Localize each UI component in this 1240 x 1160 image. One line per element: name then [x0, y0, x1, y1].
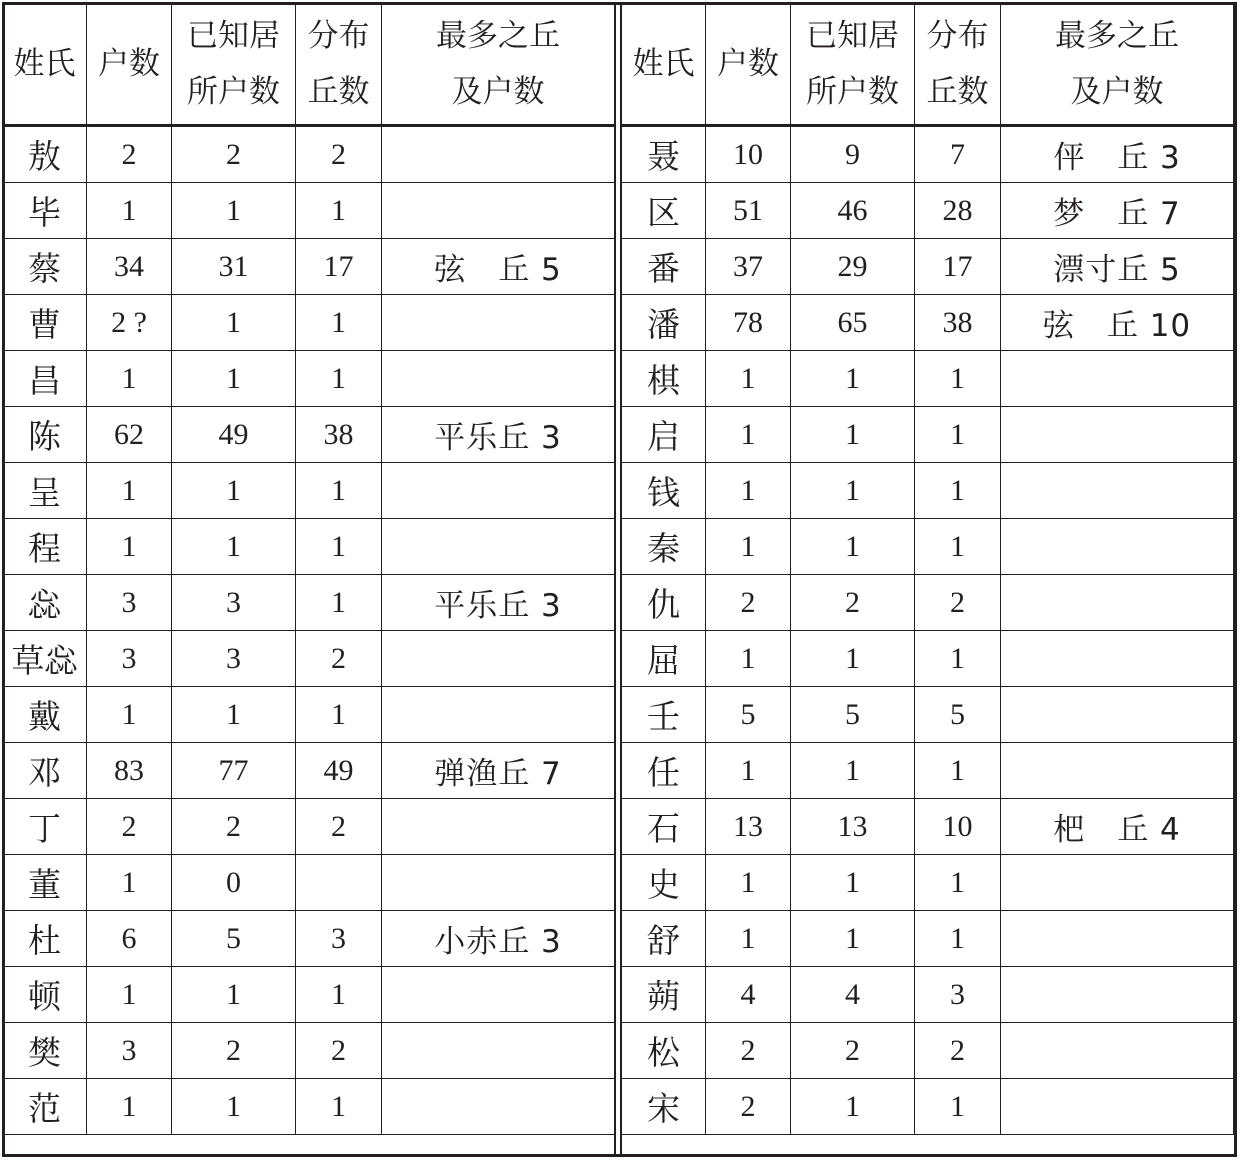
- table-row: [3, 295, 615, 351]
- surname-cell: 戴: [3, 687, 87, 743]
- hill-count-cell: 2: [296, 1023, 382, 1079]
- hill-count-cell: 1: [915, 855, 1001, 911]
- households-cell: 1: [87, 967, 172, 1023]
- top-hill-cell: 弦 丘 5: [382, 239, 615, 295]
- table-row: [622, 743, 1234, 799]
- top-hill-cell: [382, 351, 615, 407]
- households-cell: 5: [706, 687, 791, 743]
- top-hill-cell: [1001, 743, 1234, 799]
- known-households-cell: 1: [791, 519, 915, 575]
- top-hill-cell: 伻 丘 3: [1001, 126, 1234, 183]
- header-surname: 姓氏: [622, 3, 706, 126]
- top-hill-cell: 小赤丘 3: [382, 911, 615, 967]
- table-row: [3, 239, 615, 295]
- surname-cell: 壬: [622, 687, 706, 743]
- surname-cell: 草惢: [3, 631, 87, 687]
- surname-cell: 舒: [622, 911, 706, 967]
- surname-cell: 曹: [3, 295, 87, 351]
- top-hill-cell: [382, 687, 615, 743]
- header-known-households: 已知居 所户数: [791, 3, 915, 126]
- table-row: [622, 295, 1234, 351]
- hill-count-cell: 2: [915, 575, 1001, 631]
- surname-cell: 董: [3, 855, 87, 911]
- hill-count-cell: 1: [296, 575, 382, 631]
- table-row: [3, 407, 615, 463]
- top-hill-cell: [382, 183, 615, 239]
- table-row: [3, 799, 615, 855]
- households-cell: 2 ?: [87, 295, 172, 351]
- left-table: [2, 2, 615, 1135]
- households-cell: 10: [706, 126, 791, 183]
- known-households-cell: 29: [791, 239, 915, 295]
- hill-count-cell: [296, 855, 382, 911]
- known-households-cell: 1: [172, 1079, 296, 1135]
- hill-count-cell: 1: [915, 1079, 1001, 1135]
- known-households-cell: 4: [791, 967, 915, 1023]
- households-cell: 51: [706, 183, 791, 239]
- known-households-cell: 1: [791, 351, 915, 407]
- households-cell: 1: [87, 519, 172, 575]
- table-row: [622, 126, 1234, 183]
- top-hill-cell: [382, 1079, 615, 1135]
- top-hill-cell: [1001, 351, 1234, 407]
- top-hill-cell: 弦 丘 10: [1001, 295, 1234, 351]
- table-row: [622, 911, 1234, 967]
- households-cell: 1: [706, 911, 791, 967]
- hill-count-cell: 17: [915, 239, 1001, 295]
- table-row: [622, 687, 1234, 743]
- households-cell: 78: [706, 295, 791, 351]
- surname-cell: 史: [622, 855, 706, 911]
- households-cell: 6: [87, 911, 172, 967]
- households-cell: 1: [706, 351, 791, 407]
- header-top-hill: 最多之丘 及户数: [1001, 3, 1234, 126]
- households-cell: 1: [87, 1079, 172, 1135]
- surname-cell: 石: [622, 799, 706, 855]
- households-cell: 13: [706, 799, 791, 855]
- surname-cell: 区: [622, 183, 706, 239]
- hill-count-cell: 2: [296, 799, 382, 855]
- surname-cell: 范: [3, 1079, 87, 1135]
- hill-count-cell: 7: [915, 126, 1001, 183]
- surname-cell: 毕: [3, 183, 87, 239]
- known-households-cell: 49: [172, 407, 296, 463]
- hill-count-cell: 3: [915, 967, 1001, 1023]
- households-cell: 1: [706, 743, 791, 799]
- households-cell: 2: [706, 1079, 791, 1135]
- top-hill-cell: 梦 丘 7: [1001, 183, 1234, 239]
- households-cell: 1: [706, 463, 791, 519]
- left-table-body: [3, 126, 615, 1135]
- hill-count-cell: 17: [296, 239, 382, 295]
- known-households-cell: 2: [172, 1023, 296, 1079]
- table-row: [622, 183, 1234, 239]
- hill-count-cell: 1: [296, 967, 382, 1023]
- hill-count-cell: 1: [296, 687, 382, 743]
- top-hill-cell: [382, 126, 615, 183]
- table-row: [622, 575, 1234, 631]
- header-hill-count: 分布 丘数: [296, 3, 382, 126]
- header-row: [622, 3, 1234, 126]
- hill-count-cell: 2: [915, 1023, 1001, 1079]
- known-households-cell: 2: [172, 126, 296, 183]
- households-cell: 62: [87, 407, 172, 463]
- surname-cell: 呈: [3, 463, 87, 519]
- surname-cell: 蒴: [622, 967, 706, 1023]
- table-row: [622, 519, 1234, 575]
- hill-count-cell: 1: [296, 1079, 382, 1135]
- hill-count-cell: 1: [296, 519, 382, 575]
- top-hill-cell: [382, 967, 615, 1023]
- known-households-cell: 1: [172, 351, 296, 407]
- known-households-cell: 1: [791, 855, 915, 911]
- top-hill-cell: [382, 295, 615, 351]
- hill-count-cell: 1: [915, 911, 1001, 967]
- header-surname: 姓氏: [3, 3, 87, 126]
- households-cell: 3: [87, 575, 172, 631]
- known-households-cell: 1: [172, 967, 296, 1023]
- hill-count-cell: 49: [296, 743, 382, 799]
- households-cell: 1: [706, 631, 791, 687]
- table-row: [3, 1079, 615, 1135]
- header-households: 户数: [87, 3, 172, 126]
- table-row: [3, 855, 615, 911]
- known-households-cell: 46: [791, 183, 915, 239]
- surname-cell: 顿: [3, 967, 87, 1023]
- top-hill-cell: 漂寸丘 5: [1001, 239, 1234, 295]
- top-hill-cell: 平乐丘 3: [382, 407, 615, 463]
- top-hill-cell: [1001, 855, 1234, 911]
- known-households-cell: 1: [172, 295, 296, 351]
- hill-count-cell: 5: [915, 687, 1001, 743]
- hill-count-cell: 1: [296, 183, 382, 239]
- header-known-households: 已知居 所户数: [172, 3, 296, 126]
- top-hill-cell: [1001, 1023, 1234, 1079]
- surname-cell: 松: [622, 1023, 706, 1079]
- top-hill-cell: 弹渔丘 7: [382, 743, 615, 799]
- table-row: [3, 126, 615, 183]
- top-hill-cell: 平乐丘 3: [382, 575, 615, 631]
- known-households-cell: 1: [791, 743, 915, 799]
- header-row: [3, 3, 615, 126]
- known-households-cell: 2: [791, 1023, 915, 1079]
- top-hill-cell: 杷 丘 4: [1001, 799, 1234, 855]
- table-row: [3, 1023, 615, 1079]
- households-cell: 83: [87, 743, 172, 799]
- surname-cell: 陈: [3, 407, 87, 463]
- households-cell: 3: [87, 631, 172, 687]
- surname-cell: 邓: [3, 743, 87, 799]
- hill-count-cell: 1: [915, 631, 1001, 687]
- surname-cell: 钱: [622, 463, 706, 519]
- header-hill-count: 分布 丘数: [915, 3, 1001, 126]
- households-cell: 1: [87, 687, 172, 743]
- known-households-cell: 5: [172, 911, 296, 967]
- surname-cell: 程: [3, 519, 87, 575]
- top-hill-cell: [1001, 687, 1234, 743]
- table-row: [3, 519, 615, 575]
- top-hill-cell: [382, 1023, 615, 1079]
- top-hill-cell: [1001, 631, 1234, 687]
- known-households-cell: 5: [791, 687, 915, 743]
- surname-cell: 秦: [622, 519, 706, 575]
- surname-cell: 任: [622, 743, 706, 799]
- surname-cell: 屈: [622, 631, 706, 687]
- table-row: [622, 855, 1234, 911]
- header-households: 户数: [706, 3, 791, 126]
- surname-cell: 仇: [622, 575, 706, 631]
- table-row: [3, 967, 615, 1023]
- hill-count-cell: 28: [915, 183, 1001, 239]
- hill-count-cell: 38: [915, 295, 1001, 351]
- households-cell: 2: [87, 799, 172, 855]
- known-households-cell: 1: [172, 463, 296, 519]
- known-households-cell: 77: [172, 743, 296, 799]
- hill-count-cell: 1: [915, 463, 1001, 519]
- table-row: [3, 631, 615, 687]
- surname-cell: 宋: [622, 1079, 706, 1135]
- top-hill-cell: [382, 519, 615, 575]
- surname-cell: 丁: [3, 799, 87, 855]
- table-row: [622, 463, 1234, 519]
- left-table-half: [2, 2, 615, 1135]
- surname-cell: 樊: [3, 1023, 87, 1079]
- known-households-cell: 1: [791, 463, 915, 519]
- known-households-cell: 1: [172, 519, 296, 575]
- hill-count-cell: 3: [296, 911, 382, 967]
- hill-count-cell: 2: [296, 631, 382, 687]
- known-households-cell: 1: [172, 687, 296, 743]
- known-households-cell: 3: [172, 575, 296, 631]
- table-row: [622, 407, 1234, 463]
- table-row: [622, 799, 1234, 855]
- top-hill-cell: [1001, 407, 1234, 463]
- table-row: [3, 351, 615, 407]
- hill-count-cell: 1: [915, 351, 1001, 407]
- known-households-cell: 2: [791, 575, 915, 631]
- households-cell: 1: [706, 519, 791, 575]
- table-row: [3, 463, 615, 519]
- households-cell: 34: [87, 239, 172, 295]
- surname-cell: 聂: [622, 126, 706, 183]
- table-row: [622, 351, 1234, 407]
- top-hill-cell: [1001, 967, 1234, 1023]
- table-row: [3, 183, 615, 239]
- households-cell: 4: [706, 967, 791, 1023]
- top-hill-cell: [382, 463, 615, 519]
- hill-count-cell: 38: [296, 407, 382, 463]
- hill-count-cell: 1: [915, 743, 1001, 799]
- households-cell: 1: [87, 351, 172, 407]
- households-cell: 1: [706, 855, 791, 911]
- surname-cell: 棋: [622, 351, 706, 407]
- surname-cell: 蔡: [3, 239, 87, 295]
- table-row: [3, 575, 615, 631]
- hill-count-cell: 10: [915, 799, 1001, 855]
- right-table-body: [622, 126, 1234, 1135]
- top-hill-cell: [1001, 463, 1234, 519]
- hill-count-cell: 1: [296, 351, 382, 407]
- known-households-cell: 0: [172, 855, 296, 911]
- households-cell: 37: [706, 239, 791, 295]
- known-households-cell: 31: [172, 239, 296, 295]
- households-cell: 2: [87, 126, 172, 183]
- known-households-cell: 3: [172, 631, 296, 687]
- table-row: [622, 967, 1234, 1023]
- hill-count-cell: 1: [296, 463, 382, 519]
- top-hill-cell: [382, 799, 615, 855]
- households-cell: 2: [706, 575, 791, 631]
- table-row: [3, 687, 615, 743]
- households-cell: 3: [87, 1023, 172, 1079]
- households-cell: 2: [706, 1023, 791, 1079]
- top-hill-cell: [382, 855, 615, 911]
- surname-cell: 潘: [622, 295, 706, 351]
- top-hill-cell: [1001, 519, 1234, 575]
- table-row: [622, 631, 1234, 687]
- surname-cell: 番: [622, 239, 706, 295]
- known-households-cell: 2: [172, 799, 296, 855]
- top-hill-cell: [1001, 1079, 1234, 1135]
- hill-count-cell: 1: [915, 407, 1001, 463]
- known-households-cell: 13: [791, 799, 915, 855]
- table-row: [622, 1023, 1234, 1079]
- surname-cell: 敖: [3, 126, 87, 183]
- table-row: [622, 1079, 1234, 1135]
- surname-cell: 启: [622, 407, 706, 463]
- known-households-cell: 9: [791, 126, 915, 183]
- table-row: [622, 239, 1234, 295]
- known-households-cell: 1: [791, 631, 915, 687]
- households-cell: 1: [87, 183, 172, 239]
- top-hill-cell: [1001, 911, 1234, 967]
- known-households-cell: 1: [791, 1079, 915, 1135]
- table-row: [3, 743, 615, 799]
- households-cell: 1: [87, 463, 172, 519]
- surname-cell: 杜: [3, 911, 87, 967]
- known-households-cell: 1: [172, 183, 296, 239]
- hill-count-cell: 1: [915, 519, 1001, 575]
- known-households-cell: 65: [791, 295, 915, 351]
- surname-cell: 昌: [3, 351, 87, 407]
- table-row: [3, 911, 615, 967]
- top-hill-cell: [1001, 575, 1234, 631]
- households-cell: 1: [87, 855, 172, 911]
- hill-count-cell: 2: [296, 126, 382, 183]
- right-table: [621, 2, 1234, 1135]
- hill-count-cell: 1: [296, 295, 382, 351]
- known-households-cell: 1: [791, 407, 915, 463]
- top-hill-cell: [382, 631, 615, 687]
- surname-cell: 惢: [3, 575, 87, 631]
- right-table-half: [621, 2, 1234, 1135]
- header-top-hill: 最多之丘 及户数: [382, 3, 615, 126]
- households-cell: 1: [706, 407, 791, 463]
- known-households-cell: 1: [791, 911, 915, 967]
